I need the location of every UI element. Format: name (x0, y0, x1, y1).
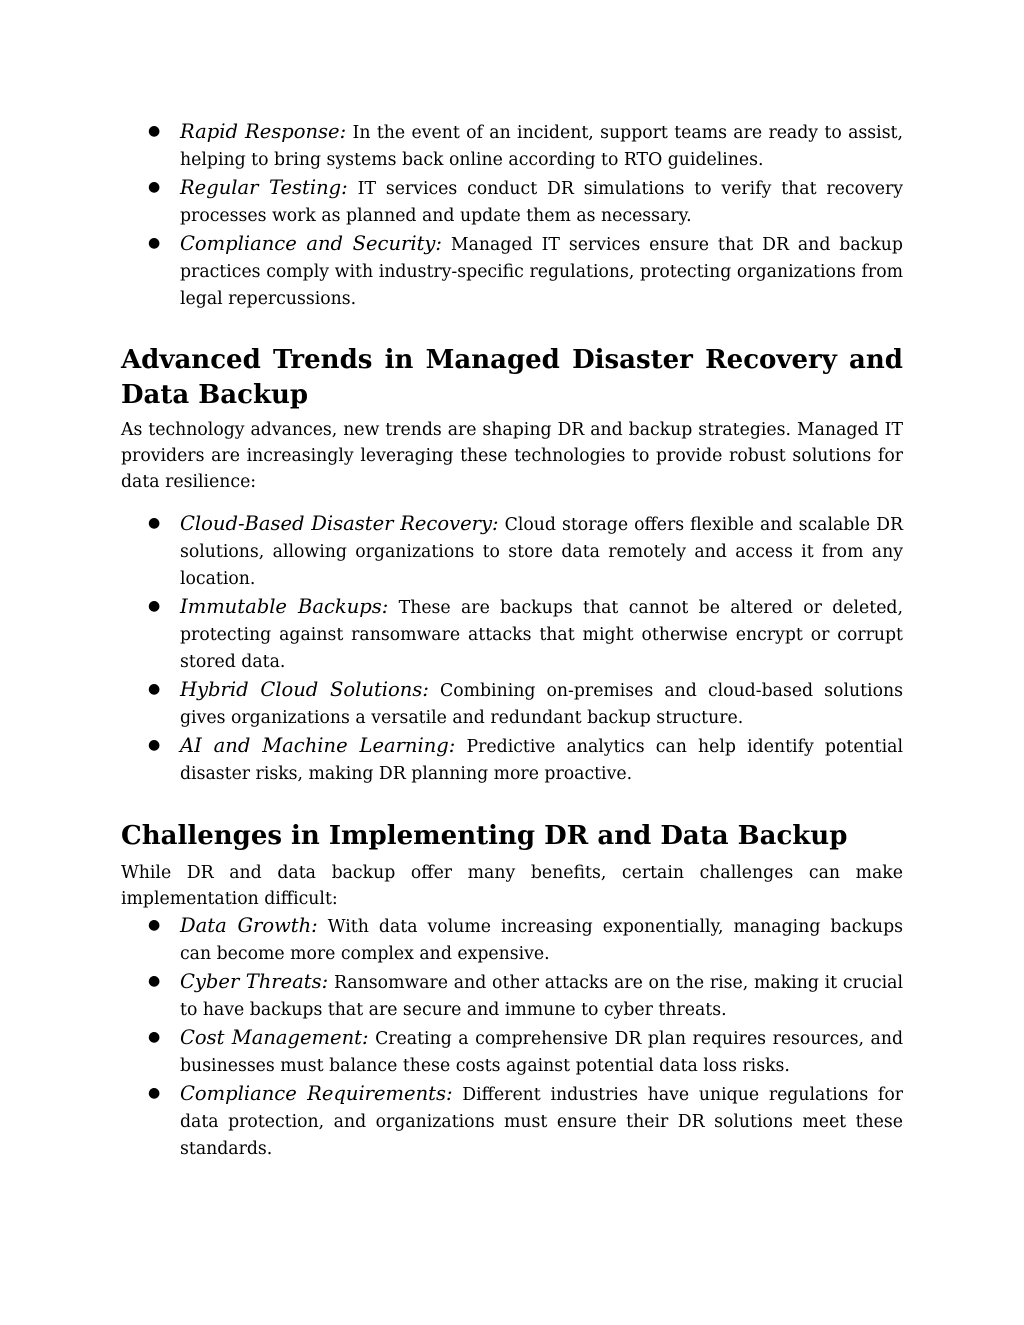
bullet-icon: ● (148, 973, 161, 989)
list-item (148, 676, 903, 732)
section-intro-trends: As technology advances, new trends are shaping DR and backup strategies. Managed IT providers are increasingly leveraging these technologies to provide robust solutions for data resilience: (121, 420, 903, 492)
bullet-icon: ● (148, 235, 161, 251)
list-item (148, 230, 903, 313)
list-item (148, 732, 903, 788)
bullet-icon: ● (148, 1029, 161, 1045)
trends-list (121, 510, 903, 788)
list-item-text: Different industries have unique regulations for data protection, and organizations must ensure their DR solutions meet these standards. (180, 1085, 903, 1159)
list-item (148, 1024, 904, 1080)
list-item-term: Hybrid Cloud Solutions: (180, 678, 429, 701)
list-item-text: Combining on-premises and cloud-based solutions gives organizations a versatile and redundant backup structure. (180, 681, 903, 728)
bullet-icon: ● (148, 737, 161, 753)
list-item (148, 1080, 903, 1163)
challenges-list (121, 912, 903, 1163)
list-item-term: Cyber Threats: (180, 970, 329, 993)
bullet-icon: ● (148, 123, 161, 139)
bullet-icon: ● (148, 515, 161, 531)
list-item (148, 912, 903, 968)
bullet-icon: ● (148, 179, 161, 195)
list-item-text: Managed IT services ensure that DR and backup practices comply with industry-specific regulations, protecting organizations from legal repercussions. (180, 235, 903, 309)
bullet-icon: ● (148, 681, 161, 697)
list-item-term: Rapid Response: (180, 120, 347, 143)
list-item-term: Immutable Backups: (180, 595, 389, 618)
list-item-text: IT services conduct DR simulations to verify that recovery processes work as planned and update them as necessary. (180, 179, 903, 226)
list-item-term: Compliance and Security: (180, 232, 442, 255)
bullet-icon: ● (148, 917, 161, 933)
list-item-term: AI and Machine Learning: (180, 734, 456, 757)
list-item (148, 593, 903, 676)
list-item-text: These are backups that cannot be altered or deleted, protecting against ransomware attacks that might otherwise encrypt or corrupt stored data. (180, 598, 903, 672)
list-item-text: With data volume increasing exponentially, managing backups can become more complex and expensive. (180, 917, 903, 964)
list-item (148, 510, 903, 593)
list-item (148, 968, 903, 1024)
list-item-term: Data Growth: (180, 914, 318, 937)
bullet-icon: ● (148, 598, 161, 614)
list-item-text: Predictive analytics can help identify potential disaster risks, making DR planning more proactive. (180, 737, 903, 784)
list-item-text: Cloud storage offers flexible and scalable DR solutions, allowing organizations to store data remotely and access it from any location. (180, 515, 903, 589)
list-item-term: Cost Management: (180, 1026, 369, 1049)
section-heading-challenges: Challenges in Implementing DR and Data Backup (121, 821, 848, 851)
document-page (121, 118, 903, 1163)
list-item-term: Compliance Requirements: (180, 1082, 453, 1105)
bullet-icon: ● (148, 1085, 161, 1101)
list-item (148, 118, 903, 174)
section-intro-challenges: While DR and data backup offer many benefits, certain challenges can make implementation difficult: (121, 863, 903, 909)
list-item-term: Regular Testing: (180, 176, 348, 199)
section-heading-trends: Advanced Trends in Managed Disaster Recovery and Data Backup (121, 345, 903, 410)
list-item-text: Ransomware and other attacks are on the rise, making it crucial to have backups that are secure and immune to cyber threats. (180, 973, 903, 1020)
list-item-text: Creating a comprehensive DR plan requires resources, and businesses must balance these costs against potential data loss risks. (180, 1029, 904, 1076)
list-item-text: In the event of an incident, support teams are ready to assist, helping to bring systems back online according to RTO guidelines. (180, 123, 903, 170)
benefits-list (121, 118, 903, 313)
list-item (148, 174, 903, 230)
list-item-term: Cloud-Based Disaster Recovery: (180, 512, 499, 535)
